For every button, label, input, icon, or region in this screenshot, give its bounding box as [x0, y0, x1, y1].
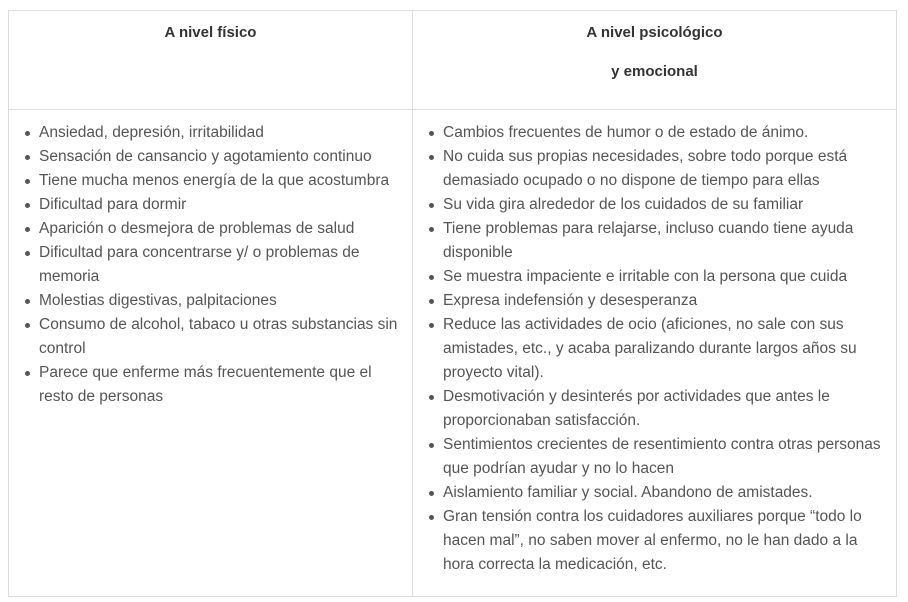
list-item: Aparición o desmejora de problemas de salud: [20, 217, 406, 241]
header-physical-line-1: A nivel físico: [164, 24, 257, 41]
list-item: Sentimientos crecientes de resentimiento contra otras personas que podrían ayudar y no lo hacen: [424, 433, 892, 481]
list-item: Tiene problemas para relajarse, incluso cuando tiene ayuda disponible: [424, 217, 892, 265]
header-physical: [9, 11, 412, 109]
list-item: Expresa indefensión y desesperanza: [424, 289, 892, 313]
header-psychological: [413, 11, 896, 109]
list-item: Parece que enferme más frecuentemente que el resto de personas: [20, 361, 406, 409]
list-item: Dificultad para concentrarse y/ o problemas de memoria: [20, 241, 406, 289]
list-item: Desmotivación y desinterés por actividades que antes le proporcionaban satisfacción.: [424, 385, 892, 433]
psychological-symptoms-list: [424, 121, 892, 577]
physical-symptoms-list: [20, 121, 406, 409]
list-item: Aislamiento familiar y social. Abandono de amistades.: [424, 481, 892, 505]
list-item: Gran tensión contra los cuidadores auxiliares porque “todo lo hacen mal”, no saben mover al enfermo, no le han dado a la hora correcta la medicación, etc.: [424, 505, 892, 577]
list-item: Dificultad para dormir: [20, 193, 406, 217]
list-item: Molestias digestivas, palpitaciones: [20, 289, 406, 313]
list-item: Ansiedad, depresión, irritabilidad: [20, 121, 406, 145]
list-item: Cambios frecuentes de humor o de estado de ánimo.: [424, 121, 892, 145]
list-item: Reduce las actividades de ocio (aficiones, no sale con sus amistades, etc., y acaba paralizando durante largos años su proyecto vital).: [424, 313, 892, 385]
header-psychological-line-2: y emocional: [611, 63, 698, 80]
list-item: Se muestra impaciente e irritable con la persona que cuida: [424, 265, 892, 289]
symptoms-table: [8, 10, 897, 597]
header-psychological-line-1: A nivel psicológico: [586, 24, 723, 41]
list-item: Sensación de cansancio y agotamiento continuo: [20, 145, 406, 169]
header-divider: [9, 109, 896, 110]
list-item: Consumo de alcohol, tabaco u otras substancias sin control: [20, 313, 406, 361]
list-item: Tiene mucha menos energía de la que acostumbra: [20, 169, 406, 193]
list-item: No cuida sus propias necesidades, sobre todo porque está demasiado ocupado o no dispone de tiempo para ellas: [424, 145, 892, 193]
list-item: Su vida gira alrededor de los cuidados de su familiar: [424, 193, 892, 217]
